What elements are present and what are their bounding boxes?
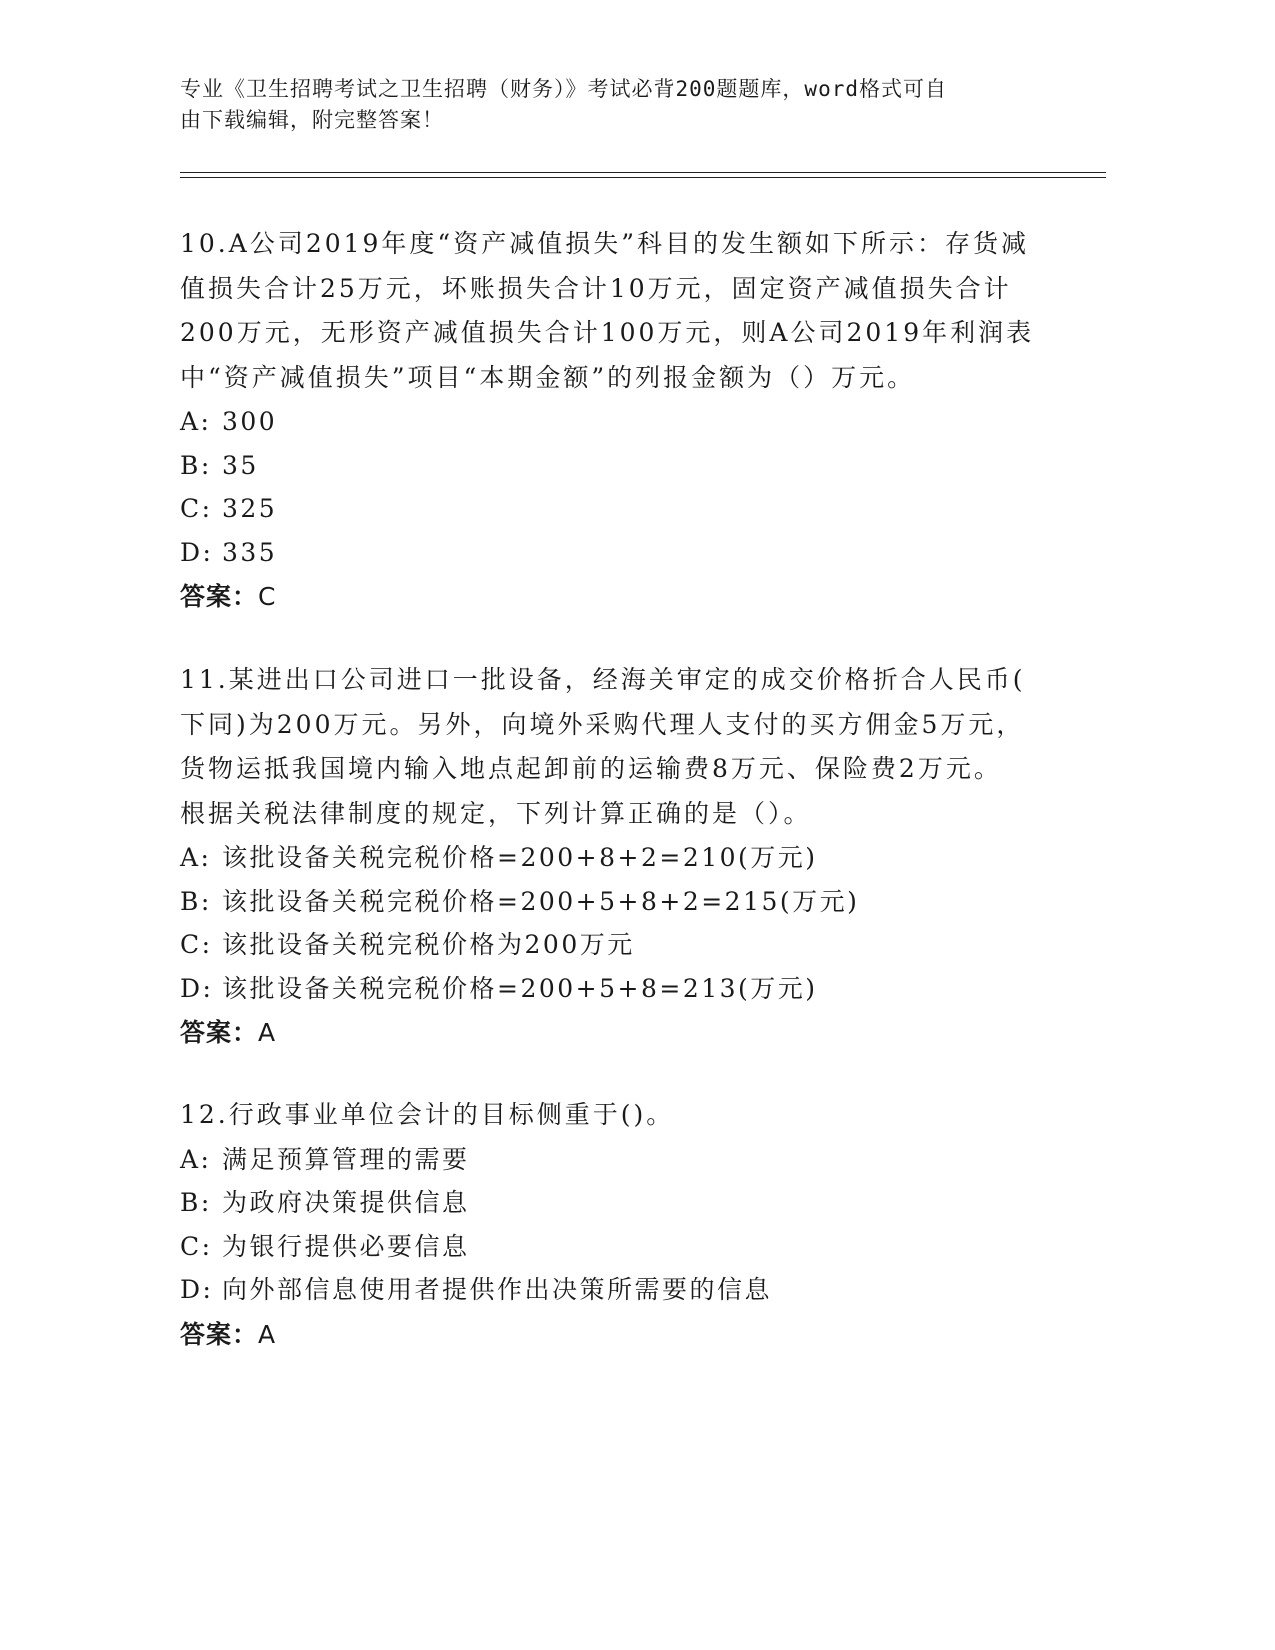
document-header <box>180 74 1040 136</box>
answer-value: A <box>258 1319 277 1349</box>
option-text: 该批设备关税完税价格为200万元 <box>222 930 635 959</box>
question-12 <box>180 1093 1050 1358</box>
option-text: 该批设备关税完税价格=200+5+8+2=215(万元) <box>222 886 860 916</box>
option-b <box>180 1181 1050 1225</box>
header-divider <box>180 172 1106 173</box>
header-divider <box>180 177 1106 178</box>
stem-line: 货物运抵我国境内输入地点起卸前的运输费8万元、保险费2万元。 <box>180 754 1002 783</box>
option-key: B: <box>180 1188 212 1217</box>
option-text: 向外部信息使用者提供作出决策所需要的信息 <box>222 1275 773 1304</box>
question-11 <box>180 658 1050 1056</box>
stem-line: 11.某进出口公司进口一批设备，经海关审定的成交价格折合人民币( <box>180 665 1026 694</box>
question-stem <box>180 658 1050 836</box>
question-10 <box>180 222 1050 620</box>
question-stem <box>180 222 1050 400</box>
header-line: 由下载编辑，附完整答案！ <box>180 108 444 132</box>
option-a <box>180 400 1050 444</box>
option-key: C: <box>180 930 213 959</box>
header-line: 专业《卫生招聘考试之卫生招聘（财务）》考试必背200题题库，word格式可自 <box>180 77 947 101</box>
option-a <box>180 1138 1050 1182</box>
option-key: A: <box>180 1144 212 1174</box>
option-c <box>180 923 1050 967</box>
stem-line: 根据关税法律制度的规定，下列计算正确的是（）。 <box>180 798 812 828</box>
answer-value: C <box>258 582 277 611</box>
option-key: C: <box>180 1231 213 1261</box>
option-c <box>180 487 1050 531</box>
option-b <box>180 880 1050 924</box>
answer <box>180 574 1050 620</box>
stem-line: 12.行政事业单位会计的目标侧重于()。 <box>180 1100 675 1129</box>
option-d <box>180 967 1050 1011</box>
stem-line: 10.A公司2019年度“资产减值损失”科目的发生额如下所示：存货减 <box>180 229 1029 258</box>
option-key: A: <box>180 843 212 872</box>
stem-line: 中“资产减值损失”项目“本期金额”的列报金额为（）万元。 <box>180 362 916 392</box>
option-text: 该批设备关税完税价格=200+5+8=213(万元) <box>222 973 818 1003</box>
option-key: D: <box>180 1275 214 1304</box>
option-key: B: <box>180 450 212 480</box>
option-text: 325 <box>222 494 278 523</box>
answer-label: 答案： <box>180 1018 259 1047</box>
answer-value: A <box>258 1018 277 1047</box>
option-a <box>180 836 1050 880</box>
option-text: 35 <box>222 450 259 480</box>
option-d <box>180 1268 1050 1312</box>
option-key: D: <box>180 973 214 1003</box>
answer-label: 答案： <box>180 582 259 611</box>
answer <box>180 1010 1050 1056</box>
option-key: A: <box>180 407 212 436</box>
option-text: 335 <box>222 537 278 567</box>
stem-line: 下同)为200万元。另外，向境外采购代理人支付的买方佣金5万元， <box>180 709 1025 739</box>
option-text: 为银行提供必要信息 <box>222 1231 470 1261</box>
option-b <box>180 444 1050 488</box>
answer <box>180 1312 1050 1358</box>
stem-line: 值损失合计25万元，坏账损失合计10万元，固定资产减值损失合计 <box>180 273 1012 303</box>
option-text: 为政府决策提供信息 <box>222 1188 470 1217</box>
option-text: 该批设备关税完税价格=200+8+2=210(万元) <box>222 843 818 872</box>
question-stem <box>180 1093 1050 1138</box>
option-text: 满足预算管理的需要 <box>222 1144 470 1174</box>
stem-line: 200万元，无形资产减值损失合计100万元，则A公司2019年利润表 <box>180 318 1035 347</box>
option-text: 300 <box>222 407 278 436</box>
option-c <box>180 1225 1050 1269</box>
option-key: B: <box>180 886 212 916</box>
option-key: C: <box>180 494 213 523</box>
answer-label: 答案： <box>180 1319 259 1349</box>
option-key: D: <box>180 537 214 567</box>
option-d <box>180 531 1050 575</box>
